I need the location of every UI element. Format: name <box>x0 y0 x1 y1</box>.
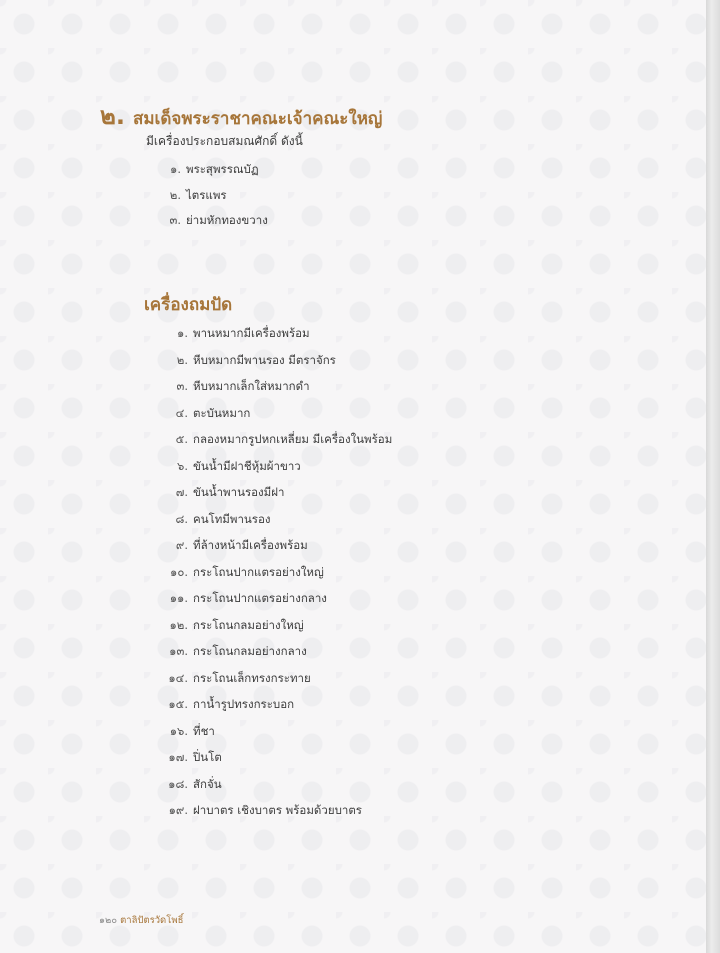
item-text: ที่ล้างหน้ามีเครื่องพร้อม <box>193 538 308 552</box>
item-number: ๑๙. <box>168 803 188 817</box>
item-text: กระโถนปากแตรอย่างใหญ่ <box>193 564 324 579</box>
item-text: ที่ชา <box>193 723 215 738</box>
page-footer <box>99 913 183 928</box>
item-number: ๘. <box>175 511 188 526</box>
item-text: กาน้ำรูปทรงกระบอก <box>193 697 295 711</box>
item-text: กระโถนกลมอย่างกลาง <box>193 644 307 658</box>
item-text: กระโถนกลมอย่างใหญ่ <box>193 617 304 632</box>
item-number: ๒. <box>169 187 181 202</box>
item-text: ไตรแพร <box>186 187 227 202</box>
item-number: ๑๘. <box>168 776 188 791</box>
item-text: ตะบันหมาก <box>193 405 251 420</box>
item-text: ย่ามหักทองขวาง <box>186 213 268 227</box>
item-number: ๑๔. <box>168 670 188 685</box>
subsection-title: เครื่องถมปัด <box>144 295 233 315</box>
page-edge <box>706 0 720 953</box>
item-number: ๑. <box>170 162 181 176</box>
item-text: หีบหมากเล็กใส่หมากดำ <box>193 379 310 393</box>
item-number: ๑๓. <box>169 644 188 658</box>
item-text: ปิ่นโต <box>193 750 222 764</box>
item-text: ฝาบาตร เชิงบาตร พร้อมด้วยบาตร <box>193 803 362 817</box>
item-number: ๑. <box>177 326 188 340</box>
item-number: ๑๗. <box>168 750 188 764</box>
item-number: ๑๕. <box>168 697 188 711</box>
item-text: กระโถนปากแตรอย่างกลาง <box>193 591 327 605</box>
item-text: พานหมากมีเครื่องพร้อม <box>193 326 310 340</box>
item-text: พระสุพรรณบัฏ <box>186 162 259 176</box>
item-text: ขันน้ำมีฝาชีหุ้มผ้าขาว <box>193 458 301 473</box>
item-text: กลองหมากรูปหกเหลี่ยม มีเครื่องในพร้อม <box>193 432 393 446</box>
item-number: ๑๒. <box>169 617 188 632</box>
item-text: หีบหมากมีพานรอง มีตราจักร <box>193 352 336 367</box>
item-number: ๑๖. <box>169 723 188 738</box>
item-text: กระโถนเล็กทรงกระทาย <box>193 670 311 685</box>
item-number: ๓. <box>176 379 188 393</box>
item-number: ๑๑. <box>169 591 188 605</box>
page-number: ๑๒๐ <box>99 915 118 926</box>
section-heading <box>100 104 382 131</box>
item-number: ๗. <box>175 485 188 499</box>
item-text: ขันน้ำพานรองมีฝา <box>193 485 285 499</box>
item-number: ๑๐. <box>170 564 188 579</box>
running-title: ตาลิปัตรวัดโพธิ์ <box>120 915 184 926</box>
item-number: ๕. <box>175 432 188 446</box>
item-number: ๖. <box>177 458 188 473</box>
item-text: คนโทมีพานรอง <box>193 511 271 526</box>
section-intro: มีเครื่องประกอบสมณศักดิ์ ดังนี้ <box>146 134 303 148</box>
section-title: สมเด็จพระราชาคณะเจ้าคณะใหญ่ <box>132 109 383 129</box>
item-number: ๔. <box>175 405 188 420</box>
item-text: สักจั่น <box>193 776 222 791</box>
item-number: ๓. <box>169 213 181 227</box>
item-number: ๙. <box>175 538 188 552</box>
section-number: ๒. <box>100 102 125 130</box>
item-number: ๒. <box>176 352 188 367</box>
